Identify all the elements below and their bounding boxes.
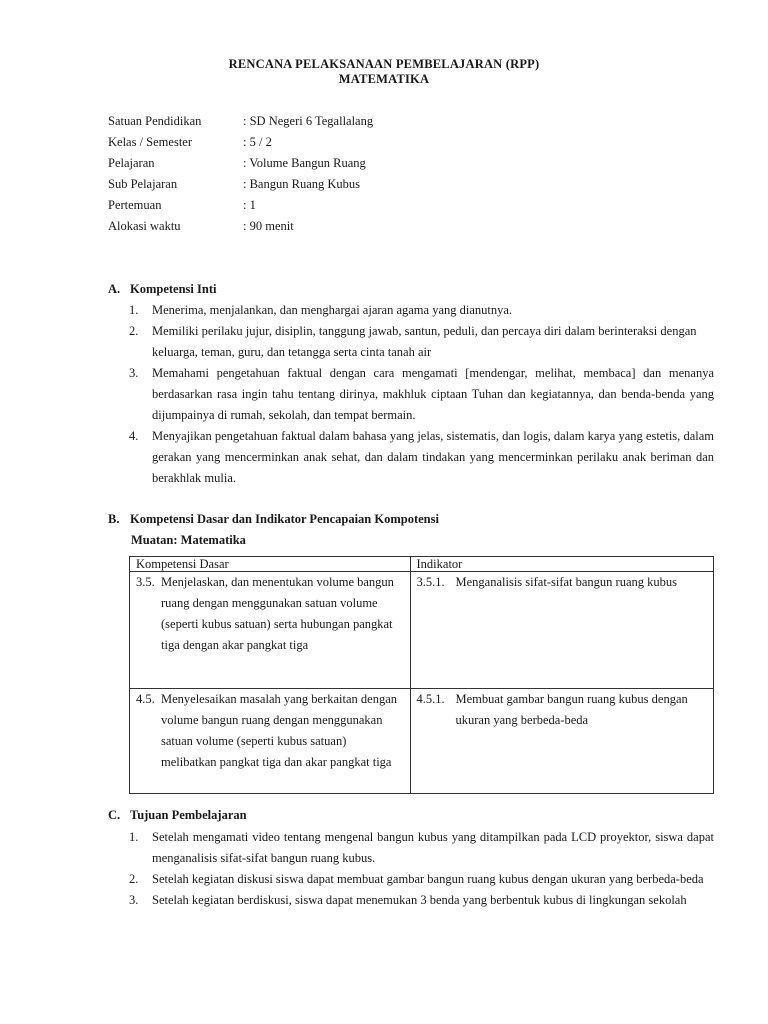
list-item: [129, 426, 714, 489]
tujuan-list: [129, 827, 714, 911]
section-b-heading: [108, 512, 439, 527]
info-value: : Volume Bangun Ruang: [243, 156, 366, 170]
indicator-entry: [417, 689, 707, 731]
info-value: : SD Negeri 6 Tegallalang: [243, 114, 374, 128]
info-label: Sub Pelajaran: [108, 177, 178, 191]
item-number: 2.: [129, 324, 139, 338]
section-title: Kompetensi Dasar dan Indikator Pencapaian Kompotensi: [130, 512, 439, 526]
list-item: [129, 827, 714, 869]
kompetensi-inti-list: [129, 300, 714, 489]
info-value: : 5 / 2: [243, 135, 272, 149]
item-text: Menerima, menjalankan, dan menghargai ajaran agama yang dianutnya.: [152, 303, 513, 317]
indicator-text: Menganalisis sifat-sifat bangun ruang kubus: [455, 575, 677, 589]
section-letter: B.: [108, 512, 120, 526]
list-item: [129, 869, 714, 890]
kd-code: 3.5.: [136, 575, 155, 589]
info-value: : 90 menit: [243, 219, 294, 233]
item-text: Memahami pengetahuan faktual dengan cara mengamati [mendengar, melihat, membaca] dan menanya berdasarkan rasa ingin tahu tentang dirinya, makhluk ciptaan Tuhan dan kegiatannya, dan benda-benda yang dijumpainya di rumah, sekolah, dan tempat bermain.: [152, 366, 714, 422]
table-header-row: [130, 557, 714, 572]
indicator-entry: [417, 572, 707, 593]
document-subject: MATEMATIKA: [338, 72, 430, 86]
list-item: [129, 890, 714, 911]
kd-text: Menyelesaikan masalah yang berkaitan dengan volume bangun ruang dengan menggunakan satuan volume (seperti kubus satuan) melibatkan pangkat tiga dan akar pangkat tiga: [161, 692, 398, 769]
info-value: : Bangun Ruang Kubus: [243, 177, 361, 191]
item-text: Setelah kegiatan diskusi siswa dapat membuat gambar bangun ruang kubus dengan ukuran yang berbeda-beda: [152, 872, 704, 886]
item-number: 2.: [129, 872, 139, 886]
item-text: Setelah mengamati video tentang mengenal bangun kubus yang ditampilkan pada LCD proyektor, siswa dapat menganalisis sifat-sifat bangun ruang kubus.: [152, 830, 714, 865]
table-cell: [410, 572, 713, 689]
list-item: [129, 300, 714, 321]
kd-entry: [136, 572, 404, 656]
item-number: 1.: [129, 303, 139, 317]
kompetensi-table: [129, 556, 714, 794]
kd-text: Menjelaskan, dan menentukan volume bangun ruang dengan menggunakan satuan volume (seperti kubus satuan) serta hubungan pangkat tiga dengan akar pangkat tiga: [161, 575, 394, 652]
item-number: 3.: [129, 366, 139, 380]
info-label: Alokasi waktu: [108, 219, 181, 233]
item-number: 1.: [129, 830, 139, 844]
item-text: Memiliki perilaku jujur, disiplin, tanggung jawab, santun, peduli, dan percaya diri dalam berinteraksi dengan keluarga, teman, guru, dan tetangga serta cinta tanah air: [152, 324, 697, 359]
list-item: [129, 363, 714, 426]
table-row: [130, 689, 714, 794]
item-text: Setelah kegiatan berdiskusi, siswa dapat menemukan 3 benda yang berbentuk kubus di lingkungan sekolah: [152, 893, 687, 907]
kd-code: 4.5.: [136, 692, 155, 706]
section-a-heading: [108, 282, 216, 297]
column-header: Kompetensi Dasar: [130, 557, 411, 572]
item-number: 4.: [129, 429, 139, 443]
indicator-code: 3.5.1.: [416, 575, 445, 589]
section-letter: A.: [108, 282, 121, 296]
section-title: Tujuan Pembelajaran: [130, 808, 247, 822]
document-title: RENCANA PELAKSANAAN PEMBELAJARAN (RPP): [228, 57, 540, 71]
section-c-heading: [108, 808, 247, 823]
info-label: Pertemuan: [108, 198, 162, 212]
item-text: Menyajikan pengetahuan faktual dalam bahasa yang jelas, sistematis, dan logis, dalam karya yang estetis, dalam gerakan yang mencerminkan anak sehat, dan dalam tindakan yang mencerminkan perilaku anak beriman dan berakhlak mulia.: [152, 429, 714, 485]
kd-entry: [136, 689, 404, 773]
list-item: [129, 321, 714, 363]
info-label: Kelas / Semester: [108, 135, 193, 149]
item-number: 3.: [129, 893, 139, 907]
info-label: Satuan Pendidikan: [108, 114, 202, 128]
table-cell: [130, 572, 411, 689]
column-header: Indikator: [410, 557, 713, 572]
table-row: [130, 572, 714, 689]
info-label: Pelajaran: [108, 156, 155, 170]
table-cell: [410, 689, 713, 794]
section-title: Kompetensi Inti: [130, 282, 217, 296]
section-letter: C.: [108, 808, 121, 822]
indicator-text: Membuat gambar bangun ruang kubus dengan ukuran yang berbeda-beda: [455, 692, 688, 727]
muatan-subheading: Muatan: Matematika: [131, 533, 246, 547]
info-value: : 1: [243, 198, 256, 212]
indicator-code: 4.5.1.: [416, 692, 445, 706]
table-cell: [130, 689, 411, 794]
